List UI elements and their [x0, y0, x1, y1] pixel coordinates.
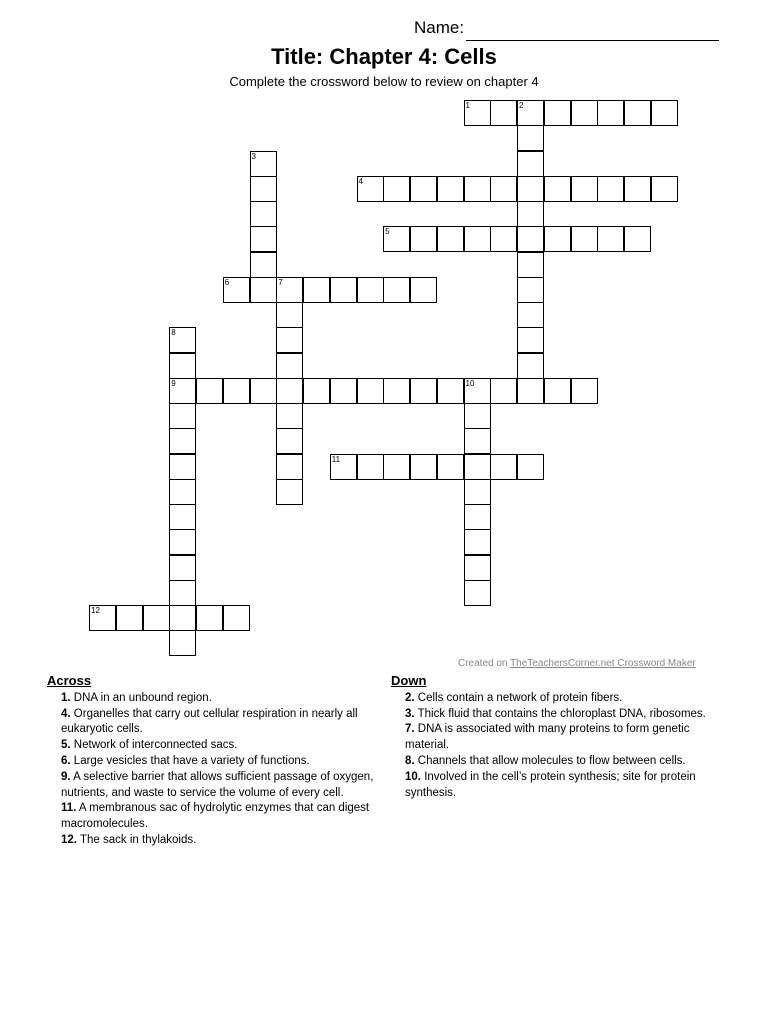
crossword-cell[interactable] [357, 454, 384, 480]
clue-number: 5 [385, 227, 390, 237]
clue-item [47, 738, 382, 754]
crossword-cell[interactable] [330, 277, 357, 303]
crossword-cell[interactable] [517, 353, 544, 379]
clue-number: 10 [465, 378, 475, 388]
crossword-cell[interactable] [517, 151, 544, 177]
crossword-cell[interactable] [517, 302, 544, 328]
crossword-cell[interactable] [410, 378, 437, 404]
clue-item [391, 707, 706, 723]
clue-number: 12 [91, 606, 100, 615]
crossword-cell[interactable] [517, 252, 544, 278]
clue-item-number: 10. [405, 770, 421, 783]
clue-number: 3 [251, 151, 256, 161]
crossword-cell[interactable] [169, 555, 196, 581]
crossword-cell[interactable] [250, 226, 277, 252]
crossword-cell[interactable] [597, 176, 624, 202]
clue-item-number: 3. [405, 707, 415, 720]
crossword-cell[interactable] [330, 454, 357, 480]
clue-item-text: DNA is associated with many proteins to form genetic material. [405, 723, 690, 752]
crossword-cell[interactable] [383, 176, 410, 202]
crossword-cell[interactable] [169, 353, 196, 379]
crossword-cell[interactable] [169, 605, 196, 631]
clue-item [47, 801, 382, 833]
crossword-cell[interactable] [571, 176, 598, 202]
crossword-cell[interactable] [490, 378, 517, 404]
crossword-cell[interactable] [544, 226, 571, 252]
crossword-cell[interactable] [437, 176, 464, 202]
clue-item [391, 770, 706, 802]
crossword-cell[interactable] [597, 226, 624, 252]
crossword-cell[interactable] [490, 100, 517, 126]
crossword-cell[interactable] [517, 125, 544, 151]
crossword-cell[interactable] [410, 277, 437, 303]
clue-item-number: 5. [61, 739, 71, 752]
crossword-cell[interactable] [196, 378, 223, 404]
crossword-cell[interactable] [464, 555, 491, 581]
crossword-cell[interactable] [250, 151, 277, 177]
crossword-cell[interactable] [571, 378, 598, 404]
crossword-cell[interactable] [276, 302, 303, 328]
crossword-cell[interactable] [383, 277, 410, 303]
crossword-cell[interactable] [464, 226, 491, 252]
crossword-cell[interactable] [169, 454, 196, 480]
crossword-cell[interactable] [464, 454, 491, 480]
crossword-cell[interactable] [169, 504, 196, 530]
clue-item [391, 754, 706, 770]
crossword-cell[interactable] [597, 100, 624, 126]
clue-item-text: DNA in an unbound region. [73, 691, 212, 704]
crossword-cell[interactable] [651, 176, 678, 202]
crossword-cell[interactable] [437, 226, 464, 252]
clue-item-text: Cells contain a network of protein fibers. [417, 691, 623, 704]
clue-item-text: Channels that allow molecules to flow between cells. [417, 754, 686, 767]
crossword-cell[interactable] [357, 277, 384, 303]
clue-number: 8 [171, 328, 176, 338]
clue-item-text: A membranous sac of hydrolytic enzymes that can digest macromolecules. [61, 802, 370, 831]
credit [458, 658, 696, 669]
instructions: Complete the crossword below to review on chapter 4 [229, 74, 539, 89]
across-heading: Across [47, 673, 92, 688]
crossword-cell[interactable] [464, 403, 491, 429]
clue-item-number: 4. [61, 707, 71, 720]
crossword-cell[interactable] [169, 479, 196, 505]
crossword-cell[interactable] [223, 605, 250, 631]
crossword-cell[interactable] [624, 176, 651, 202]
crossword-cell[interactable] [517, 378, 544, 404]
crossword-cell[interactable] [490, 176, 517, 202]
crossword-cell[interactable] [437, 454, 464, 480]
crossword-cell[interactable] [276, 428, 303, 454]
crossword-cell[interactable] [250, 176, 277, 202]
crossword-cell[interactable] [571, 226, 598, 252]
crossword-cell[interactable] [116, 605, 143, 631]
clue-item-text: Network of interconnected sacs. [73, 739, 238, 752]
crossword-cell[interactable] [517, 100, 544, 126]
crossword-cell[interactable] [303, 378, 330, 404]
crossword-cell[interactable] [276, 353, 303, 379]
crossword-cell[interactable] [276, 454, 303, 480]
clue-item-text: Large vesicles that have a variety of functions. [73, 754, 310, 767]
crossword-cell[interactable] [276, 403, 303, 429]
across-clues [47, 673, 382, 849]
crossword-cell[interactable] [276, 378, 303, 404]
clue-item [47, 691, 382, 707]
crossword-cell[interactable] [464, 100, 491, 126]
crossword-cell[interactable] [223, 277, 250, 303]
clue-number: 1 [465, 101, 470, 110]
clue-item-text: Involved in the cell’s protein synthesis; site for protein synthesis. [405, 770, 696, 799]
crossword-cell[interactable] [169, 630, 196, 656]
crossword-cell[interactable] [464, 176, 491, 202]
crossword-cell[interactable] [169, 403, 196, 429]
crossword-cell[interactable] [490, 454, 517, 480]
crossword-cell[interactable] [464, 504, 491, 530]
crossword-cell[interactable] [250, 252, 277, 278]
crossword-cell[interactable] [544, 100, 571, 126]
clue-item-number: 7. [405, 723, 415, 736]
clue-item [47, 754, 382, 770]
crossword-cell[interactable] [624, 226, 651, 252]
clue-number: 11 [331, 454, 341, 464]
crossword-cell[interactable] [464, 428, 491, 454]
crossword-cell[interactable] [571, 100, 598, 126]
crossword-cell[interactable] [464, 580, 491, 606]
page-title: Title: Chapter 4: Cells [271, 44, 497, 69]
crossword-cell[interactable] [250, 378, 277, 404]
clue-item [47, 770, 382, 802]
clue-number: 2 [519, 101, 524, 110]
clue-item-number: 1. [61, 691, 71, 704]
name-label: Name: [414, 18, 465, 37]
clue-item-number: 12. [61, 833, 77, 846]
clue-number: 7 [278, 277, 283, 287]
crossword-cell[interactable] [357, 176, 384, 202]
clue-item-number: 9. [61, 770, 71, 783]
down-clues [391, 673, 706, 801]
crossword-cell[interactable] [383, 454, 410, 480]
crossword-cell[interactable] [517, 176, 544, 202]
clue-item-number: 2. [405, 691, 415, 704]
down-clue-list [391, 691, 706, 802]
crossword-cell[interactable] [169, 327, 196, 353]
clue-item [47, 707, 382, 739]
clue-number: 6 [224, 277, 230, 287]
clue-item-number: 8. [405, 754, 415, 767]
clue-item [391, 691, 706, 707]
crossword-cell[interactable] [517, 226, 544, 252]
crossword-cell[interactable] [250, 201, 277, 227]
crossword-cell[interactable] [89, 605, 116, 631]
crossword-cell[interactable] [250, 277, 277, 303]
clue-number: 9 [171, 378, 176, 388]
crossword-cell[interactable] [169, 580, 196, 606]
clue-item-text: Organelles that carry out cellular respiration in nearly all eukaryotic cells. [61, 707, 358, 736]
clue-number: 4 [358, 176, 363, 186]
crossword-cell[interactable] [330, 378, 357, 404]
crossword-cell[interactable] [357, 378, 384, 404]
crossword-cell[interactable] [169, 378, 196, 404]
clue-item-text: A selective barrier that allows sufficient passage of oxygen, nutrients, and waste to service the volume of every cell. [61, 770, 374, 799]
crossword-cell[interactable] [303, 277, 330, 303]
crossword-cell[interactable] [223, 378, 250, 404]
clue-item-text: The sack in thylakoids. [80, 833, 197, 846]
crossword-cell[interactable] [651, 100, 678, 126]
crossword-cell[interactable] [276, 277, 303, 303]
crossword-cell[interactable] [410, 226, 437, 252]
crossword-cell[interactable] [410, 454, 437, 480]
down-heading: Down [391, 673, 427, 688]
crossword-cell[interactable] [276, 327, 303, 353]
crossword-cell[interactable] [410, 176, 437, 202]
crossword-cell[interactable] [169, 428, 196, 454]
crossword-cell[interactable] [517, 327, 544, 353]
crossword-cell[interactable] [276, 479, 303, 505]
clue-item-number: 11. [61, 802, 77, 815]
crossword-cell[interactable] [437, 378, 464, 404]
across-clue-list [47, 691, 382, 849]
crossword-cell[interactable] [517, 277, 544, 303]
clue-item-number: 6. [61, 754, 71, 767]
crossword-cell[interactable] [517, 201, 544, 227]
crossword-cell[interactable] [143, 605, 170, 631]
crossword-cell[interactable] [464, 378, 491, 404]
crossword-cell[interactable] [169, 529, 196, 555]
clue-item [47, 833, 382, 849]
crossword-cell[interactable] [544, 176, 571, 202]
crossword-cell[interactable] [517, 454, 544, 480]
crossword-cell[interactable] [544, 378, 571, 404]
credit-link[interactable]: TheTeachersCorner.net Crossword Maker [510, 658, 696, 669]
crossword-cell[interactable] [383, 226, 410, 252]
crossword-cell[interactable] [624, 100, 651, 126]
crossword-cell[interactable] [383, 378, 410, 404]
crossword-cell[interactable] [490, 226, 517, 252]
clue-item-text: Thick fluid that contains the chloroplast DNA, ribosomes. [417, 707, 706, 720]
credit-prefix: Created on [458, 658, 511, 669]
crossword-cell[interactable] [464, 479, 491, 505]
clue-item [391, 722, 706, 754]
crossword-cell[interactable] [196, 605, 223, 631]
crossword-cell[interactable] [464, 529, 491, 555]
